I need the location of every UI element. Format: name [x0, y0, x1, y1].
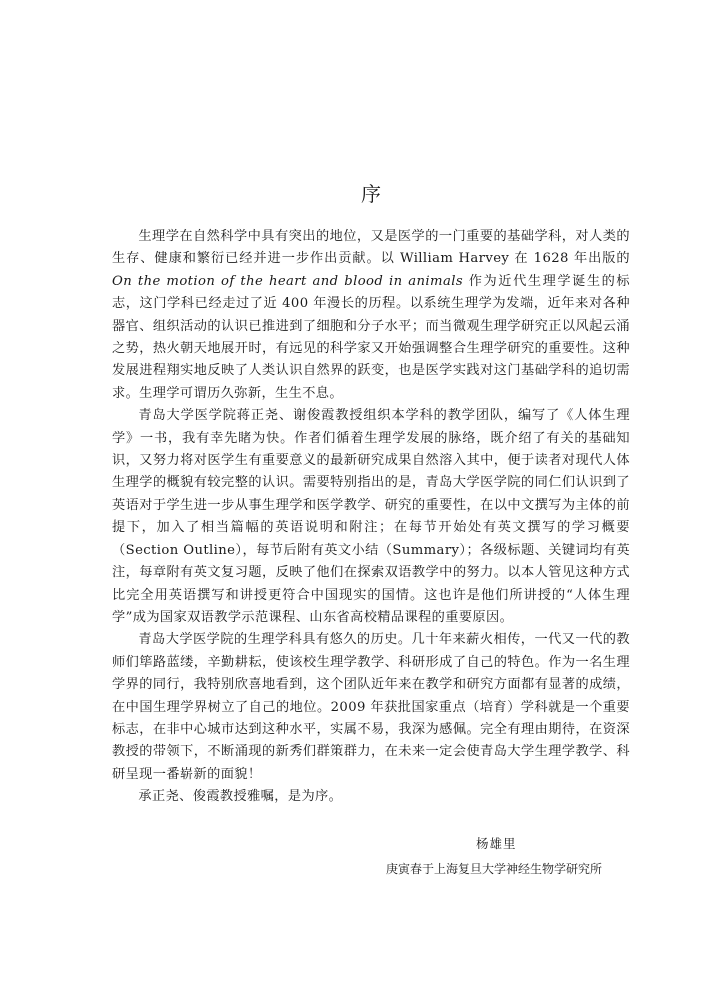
preface-page — [112, 182, 630, 895]
book-title-italic: On the motion of the heart and blood in animals — [112, 273, 464, 289]
paragraph-1-before: 生理学在自然科学中具有突出的地位，又是医学的一门重要的基础学科，对人类的生存、健康和繁衍已经并进一步作出贡献。以 William Harvey 在 1628 年出版的 — [112, 229, 630, 267]
signature-block — [112, 835, 630, 895]
paragraph-4: 承正尧、俊霞教授雅嘱，是为序。 — [138, 789, 343, 805]
author-name: 杨雄里 — [476, 835, 517, 851]
paragraph-3: 青岛大学医学院的生理学科具有悠久的历史。几十年来薪火相传，一代又一代的教师们筚路蓝缕，辛勤耕耘，使该校生理学教学、科研形成了自己的特色。作为一名生理学界的同行，我特别欣喜地看到，这个团队近年来在教学和研究方面都有显著的成绩，在中国生理学界树立了自己的地位。2009 年获批国家重点（培育）学科就是一个重要标志，在非中心城市达到这种水平，实属不易，我深为感佩。完全有理由期待，在资深教授的带领下，不断涌现的新秀们群策群力，在未来一定会使青岛大学生理学教学、科研呈现一番崭新的面貌！ — [112, 632, 630, 782]
page-title: 序 — [361, 182, 381, 206]
paragraph-2: 青岛大学医学院蒋正尧、谢俊霞教授组织本学科的教学团队，编写了《人体生理学》一书，我有幸先睹为快。作者们循着生理学发展的脉络，既介绍了有关的基础知识，又努力将对医学生有重要意义的最新研究成果自然溶入其中，便于读者对现代人体生理学的概貌有较完整的认识。需要特别指出的是，青岛大学医学院的同仁们认识到了英语对于学生进一步从事生理学和医学教学、研究的重要性，在以中文撰写为主体的前提下，加入了相当篇幅的英语说明和附注；在每节开始处有英文撰写的学习概要（Section Outline），每节后附有英文小结（Summary）；各级标题、关键词均有英注，每章附有英文复习题，反映了他们在探索双语教学中的努力。以本人管见这种方式比完全用英语撰写和讲授更符合中国现实的国情。这也许是他们所讲授的“人体生理学”成为国家双语教学示范课程、山东省高校精品课程的重要原因。 — [112, 408, 630, 625]
paragraph-1 — [112, 226, 630, 405]
author-affiliation: 庚寅春于上海复旦大学神经生物学研究所 — [386, 861, 603, 876]
paragraph-1-after: 作为近代生理学诞生的标志，这门学科已经走过了近 400 年漫长的历程。以系统生理学为发端，近年来对各种器官、组织活动的认识已推进到了细胞和分子水平；而当微观生理学研究正以风起云涌之势，热火朝天地展开时，有远见的科学家又开始强调整合生理学研究的重要性。这种发展进程翔实地反映了人类认识自然界的跃变，也是医学实践对这门基础学科的追切需求。生理学可谓历久弥新，生生不息。 — [112, 273, 631, 401]
